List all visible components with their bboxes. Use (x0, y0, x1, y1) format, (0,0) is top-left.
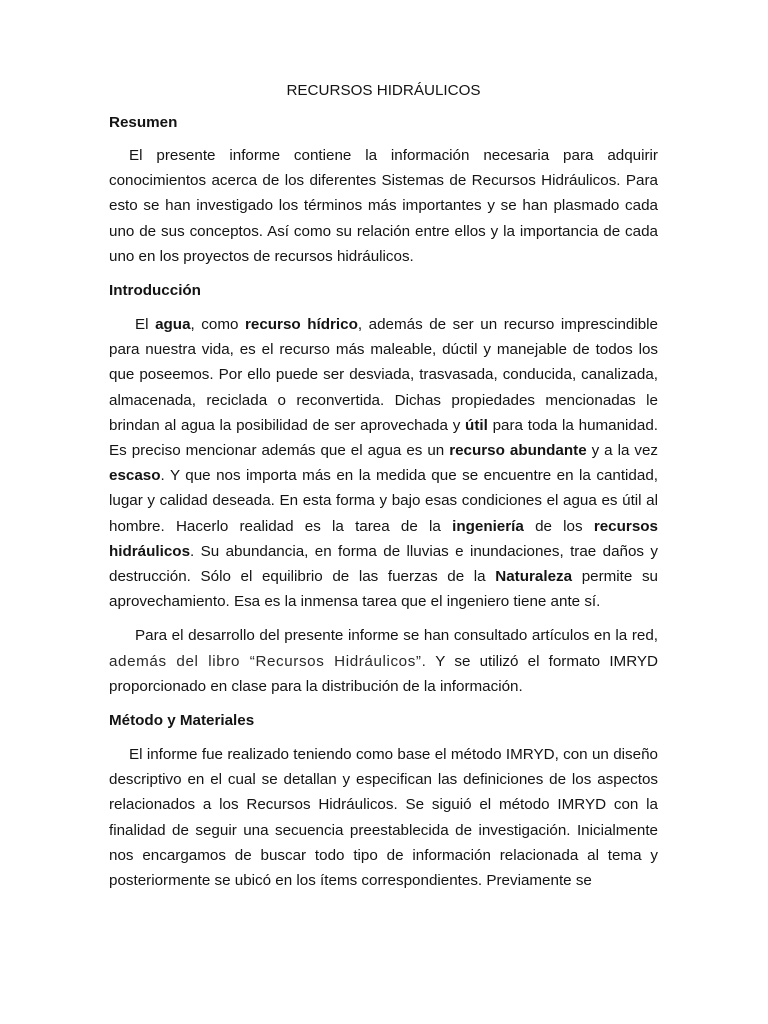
bold-term-naturaleza: Naturaleza (495, 568, 573, 586)
resumen-paragraph: El presente informe contiene la información necesaria para adquirir conocimientos acerca de los diferentes Sistemas de Recursos Hidráulicos. Para esto se han investigado los términos más importantes y se han plasmado cada uno de sus conceptos. Así como su relación entre ellos y la importancia de cada uno en los proyectos de recursos hidráulicos. (109, 147, 658, 265)
text-run: . Su abundancia, en forma de lluvias e inundaciones, trae daños y destrucción. Sólo el equilibrio de las fuerzas de la (109, 542, 658, 586)
metodo-paragraph: El informe fue realizado teniendo como base el método IMRYD, con un diseño descriptivo en el cual se detallan y especifican las definiciones de los aspectos relacionados a los Recursos Hidráulicos. Se siguió el método IMRYD con la finalidad de seguir una secuencia preestablecida de investigación. Inicialmente nos encargamos de buscar todo tipo de información relacionada al tema y posteriormente se ubicó en los ítems correspondientes. Previamente se (109, 746, 658, 890)
resumen-heading: Resumen (109, 114, 178, 131)
document-page (109, 78, 658, 893)
text-run: para toda la humanidad. Es preciso mencionar además que el agua es un (109, 416, 658, 460)
text-run: Para el desarrollo del presente informe se han consultado artículos en la red, (135, 627, 658, 645)
text-run: , además de ser un recurso imprescindible para nuestra vida, es el recurso más maleable, dúctil y manejable de todos los que poseemos. Por ello puede ser desviada, trasvasada, conducida, canalizada, almacenada, reciclada o reconvertida. Dichas propiedades mencionadas le brindan al agua la posibilidad de ser aprovechada y (109, 316, 658, 434)
bold-term-recursos-hidraulicos: recursos hidráulicos (109, 517, 658, 560)
bold-term-ingenieria: ingeniería (452, 517, 524, 535)
introduccion-paragraph-1 (109, 312, 658, 614)
text-run: , como (190, 316, 245, 334)
text-run: . Y que nos importa más en la medida que se encuentre en la cantidad, lugar y calidad deseada. En esta forma y bajo esas condiciones el agua es útil al hombre. Hacerlo realidad es la tarea de la (109, 467, 658, 535)
text-run: de los (523, 517, 594, 535)
text-run: Y se utilizó el formato IMRYD proporcionado en clase para la distribución de la información. (109, 652, 658, 695)
bold-term-recurso-hidrico: recurso hídrico (244, 316, 358, 334)
metodo-heading: Método y Materiales (109, 712, 255, 730)
bold-term-recurso-abundante: recurso abundante (449, 442, 587, 460)
bold-term-escaso: escaso (109, 467, 161, 485)
introduccion-heading: Introducción (109, 282, 201, 300)
bold-term-util: útil (465, 416, 488, 434)
book-reference: además del libro “Recursos Hidráulicos”. (109, 652, 427, 670)
text-run: permite su aprovechamiento. Esa es la inmensa tarea que el ingeniero tiene ante sí. (109, 568, 658, 611)
text-run: El (135, 316, 156, 334)
introduccion-paragraph-2 (109, 623, 658, 699)
text-run: y a la vez (586, 442, 659, 460)
bold-term-agua: agua (155, 316, 191, 334)
document-title: RECURSOS HIDRÁULICOS (286, 82, 481, 99)
